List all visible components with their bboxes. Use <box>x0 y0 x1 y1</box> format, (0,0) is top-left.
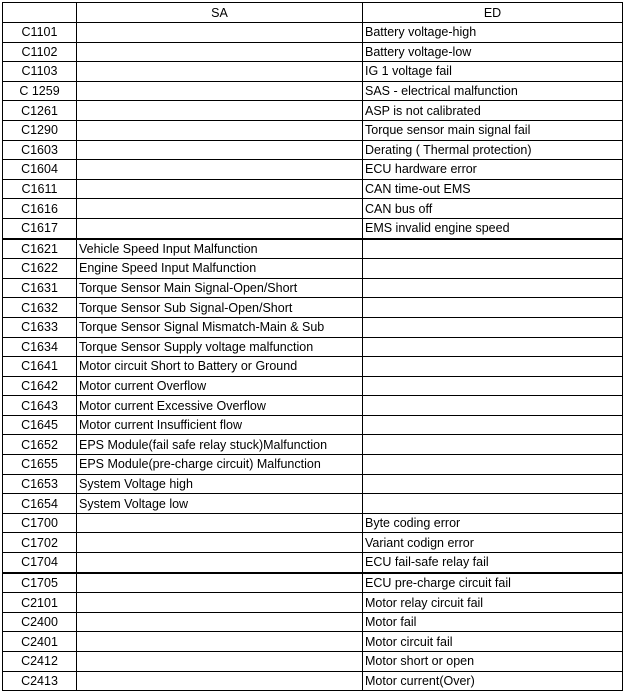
cell-sa <box>77 42 363 62</box>
cell-ed <box>363 396 623 416</box>
table-row <box>3 81 623 101</box>
cell-ed <box>363 337 623 357</box>
cell-ed: IG 1 voltage fail <box>363 62 623 82</box>
table-row <box>3 298 623 318</box>
cell-code: C1632 <box>3 298 77 318</box>
table-row <box>3 376 623 396</box>
cell-code: C1704 <box>3 553 77 573</box>
cell-code: C1622 <box>3 259 77 279</box>
table-row <box>3 179 623 199</box>
cell-sa <box>77 632 363 652</box>
table-row <box>3 218 623 238</box>
cell-ed <box>363 494 623 514</box>
cell-sa: Torque Sensor Supply voltage malfunction <box>77 337 363 357</box>
cell-ed <box>363 455 623 475</box>
cell-sa: Motor circuit Short to Battery or Ground <box>77 357 363 377</box>
cell-ed: Motor fail <box>363 612 623 632</box>
cell-ed: Motor relay circuit fail <box>363 593 623 613</box>
cell-sa <box>77 593 363 613</box>
cell-code: C2413 <box>3 671 77 691</box>
table-row <box>3 278 623 298</box>
cell-sa <box>77 199 363 219</box>
table-header <box>3 3 623 23</box>
cell-sa <box>77 218 363 238</box>
cell-code: C1633 <box>3 317 77 337</box>
cell-code: C1616 <box>3 199 77 219</box>
cell-code: C1102 <box>3 42 77 62</box>
table-row <box>3 317 623 337</box>
table-row <box>3 593 623 613</box>
table-row <box>3 415 623 435</box>
table-row <box>3 396 623 416</box>
cell-sa: Motor current Insufficient flow <box>77 415 363 435</box>
cell-code: C1643 <box>3 396 77 416</box>
cell-sa: Engine Speed Input Malfunction <box>77 259 363 279</box>
cell-code: C2101 <box>3 593 77 613</box>
cell-sa: Motor current Overflow <box>77 376 363 396</box>
cell-ed <box>363 278 623 298</box>
cell-sa: EPS Module(fail safe relay stuck)Malfunction <box>77 435 363 455</box>
cell-ed: Torque sensor main signal fail <box>363 120 623 140</box>
cell-code: C1645 <box>3 415 77 435</box>
table-row <box>3 120 623 140</box>
cell-sa: Torque Sensor Signal Mismatch-Main & Sub <box>77 317 363 337</box>
cell-sa: System Voltage low <box>77 494 363 514</box>
cell-sa <box>77 533 363 553</box>
cell-ed <box>363 357 623 377</box>
cell-code: C1634 <box>3 337 77 357</box>
table-body <box>3 23 623 691</box>
cell-ed <box>363 298 623 318</box>
table-row <box>3 357 623 377</box>
cell-sa <box>77 179 363 199</box>
cell-code: C1641 <box>3 357 77 377</box>
cell-ed: Battery voltage-low <box>363 42 623 62</box>
cell-code: C1631 <box>3 278 77 298</box>
cell-sa <box>77 671 363 691</box>
cell-ed <box>363 474 623 494</box>
cell-code: C1700 <box>3 513 77 533</box>
cell-sa <box>77 652 363 672</box>
cell-ed <box>363 317 623 337</box>
cell-ed: Derating ( Thermal protection) <box>363 140 623 160</box>
cell-ed: Byte coding error <box>363 513 623 533</box>
table-row <box>3 573 623 593</box>
table-row <box>3 160 623 180</box>
cell-ed: ECU pre-charge circuit fail <box>363 573 623 593</box>
cell-sa: Vehicle Speed Input Malfunction <box>77 239 363 259</box>
cell-code: C1101 <box>3 23 77 43</box>
table-row <box>3 632 623 652</box>
header-sa: SA <box>77 3 363 23</box>
cell-code: C1652 <box>3 435 77 455</box>
cell-sa: System Voltage high <box>77 474 363 494</box>
cell-ed <box>363 239 623 259</box>
cell-code: C1617 <box>3 218 77 238</box>
cell-ed: Variant codign error <box>363 533 623 553</box>
cell-code: C1604 <box>3 160 77 180</box>
cell-ed: ECU hardware error <box>363 160 623 180</box>
cell-sa <box>77 62 363 82</box>
cell-sa: Torque Sensor Sub Signal-Open/Short <box>77 298 363 318</box>
cell-sa <box>77 612 363 632</box>
cell-ed: ECU fail-safe relay fail <box>363 553 623 573</box>
table-row <box>3 239 623 259</box>
table-row <box>3 671 623 691</box>
cell-sa <box>77 573 363 593</box>
cell-code: C1654 <box>3 494 77 514</box>
cell-code: C2412 <box>3 652 77 672</box>
table-row <box>3 474 623 494</box>
dtc-table-frame <box>2 2 622 688</box>
table-row <box>3 42 623 62</box>
cell-sa <box>77 101 363 121</box>
cell-code: C1261 <box>3 101 77 121</box>
table-row <box>3 533 623 553</box>
cell-ed <box>363 259 623 279</box>
table-row <box>3 62 623 82</box>
cell-code: C1103 <box>3 62 77 82</box>
header-ed: ED <box>363 3 623 23</box>
cell-ed: Motor short or open <box>363 652 623 672</box>
cell-ed: CAN time-out EMS <box>363 179 623 199</box>
cell-code: C1642 <box>3 376 77 396</box>
cell-ed: ASP is not calibrated <box>363 101 623 121</box>
table-row <box>3 259 623 279</box>
cell-code: C 1259 <box>3 81 77 101</box>
cell-ed: CAN bus off <box>363 199 623 219</box>
table-row <box>3 612 623 632</box>
table-row <box>3 140 623 160</box>
table-row <box>3 337 623 357</box>
cell-ed <box>363 435 623 455</box>
cell-sa: Motor current Excessive Overflow <box>77 396 363 416</box>
cell-code: C1702 <box>3 533 77 553</box>
table-row <box>3 23 623 43</box>
cell-sa <box>77 140 363 160</box>
cell-code: C1705 <box>3 573 77 593</box>
cell-code: C1653 <box>3 474 77 494</box>
cell-sa <box>77 513 363 533</box>
cell-ed: Battery voltage-high <box>363 23 623 43</box>
cell-sa <box>77 553 363 573</box>
cell-sa <box>77 23 363 43</box>
table-row <box>3 513 623 533</box>
cell-ed <box>363 415 623 435</box>
cell-ed: EMS invalid engine speed <box>363 218 623 238</box>
table-row <box>3 101 623 121</box>
cell-code: C1655 <box>3 455 77 475</box>
header-code <box>3 3 77 23</box>
cell-code: C2400 <box>3 612 77 632</box>
table-row <box>3 553 623 573</box>
cell-ed <box>363 376 623 396</box>
table-row <box>3 435 623 455</box>
cell-code: C1611 <box>3 179 77 199</box>
table-row <box>3 199 623 219</box>
cell-sa <box>77 81 363 101</box>
cell-sa: EPS Module(pre-charge circuit) Malfunction <box>77 455 363 475</box>
cell-ed: SAS - electrical malfunction <box>363 81 623 101</box>
cell-sa <box>77 120 363 140</box>
table-row <box>3 652 623 672</box>
cell-sa <box>77 160 363 180</box>
cell-ed: Motor current(Over) <box>363 671 623 691</box>
header-row <box>3 3 623 23</box>
cell-sa: Torque Sensor Main Signal-Open/Short <box>77 278 363 298</box>
cell-code: C1290 <box>3 120 77 140</box>
cell-code: C1603 <box>3 140 77 160</box>
table-row <box>3 494 623 514</box>
table-row <box>3 455 623 475</box>
cell-code: C2401 <box>3 632 77 652</box>
cell-code: C1621 <box>3 239 77 259</box>
cell-ed: Motor circuit fail <box>363 632 623 652</box>
dtc-table <box>2 2 623 691</box>
